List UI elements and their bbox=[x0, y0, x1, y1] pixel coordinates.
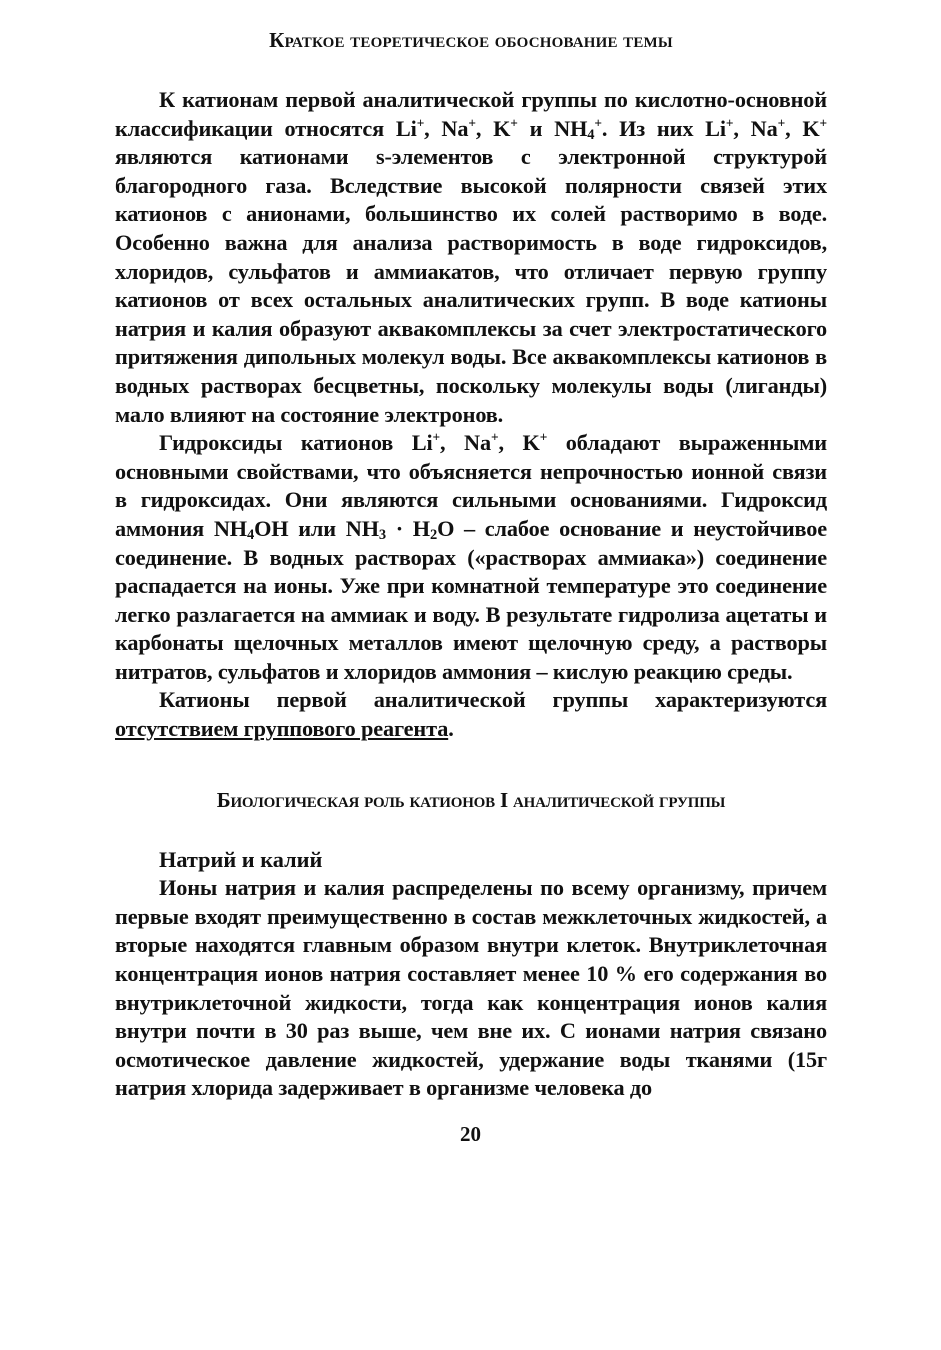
text-column bbox=[115, 28, 827, 1103]
paragraph-hydroxides: Гидроксиды катионов Li+, Na+, K+ обладают выраженными основными свойствами, что объясняется непрочностью ионной связи в гидроксидах. Они являются сильными основаниями. Гидроксид аммония $NH_4OH$ или $NH_3 \cdot H_2O$ – слабое основание и неустойчивое соединение. В водных растворах («растворах аммиака») соединение распадается на ионы. Уже при комнатной температуре это соединение легко разлагается на аммиак и воду. В результате гидролиза ацетаты и карбонаты щелочных металлов имеют щелочную среду, а растворы нитратов, сульфатов и хлоридов аммония – кислую реакцию среды. bbox=[115, 429, 828, 684]
subheading-sodium-potassium: Натрий и калий bbox=[159, 846, 323, 872]
paragraph-cations-classification: К катионам первой аналитической группы по кислотно-основной классификации относятся Li+, Na+, K+ и $NH_4^+$. Из них Li+, Na+, K+ являются катионами s-элементов с электронной структурой благородного газа. Вследствие высокой полярности связей этих катионов с анионами, большинство их солей растворимо в воде. Особенно важна для анализа растворимость в воде гидроксидов, хлоридов, сульфатов и аммиакатов, что отличает первую группу катионов от всех остальных аналитических групп. В воде катионы натрия и калия образуют аквакомплексы за счет электростатического притяжения дипольных молекул воды. Все аквакомплексы катионов в водных растворах бесцветны, поскольку молекулы воды (лиганды) мало влияют на состояние электронов. bbox=[115, 87, 827, 427]
page-header-title: Краткое теоретическое обоснование темы bbox=[269, 28, 673, 52]
page-number: 20 bbox=[460, 1122, 481, 1146]
paragraph-sodium-potassium: Ионы натрия и калия распределены по всему организму, причем первые входят преимущественно в состав межклеточных жидкостей, а вторые находятся главным образом внутри клеток. Внутриклеточная концентрация ионов натрия составляет менее 10 % его содержания во внутриклеточной жидкости, тогда как концентрация ионов калия внутри почти в 30 раз выше, чем вне их. С ионами натрия связано осмотическое давление жидкостей, удержание воды тканями (15г натрия хлорида задерживает в организме человека до bbox=[115, 875, 827, 1101]
paragraph-group-reagent: Катионы первой аналитической группы характеризуются отсутствием группового реагента. bbox=[115, 687, 827, 742]
underlined-phrase: отсутствием группового реагента bbox=[115, 716, 449, 742]
section-title: Биологическая роль катионов I аналитической группы bbox=[216, 787, 726, 812]
